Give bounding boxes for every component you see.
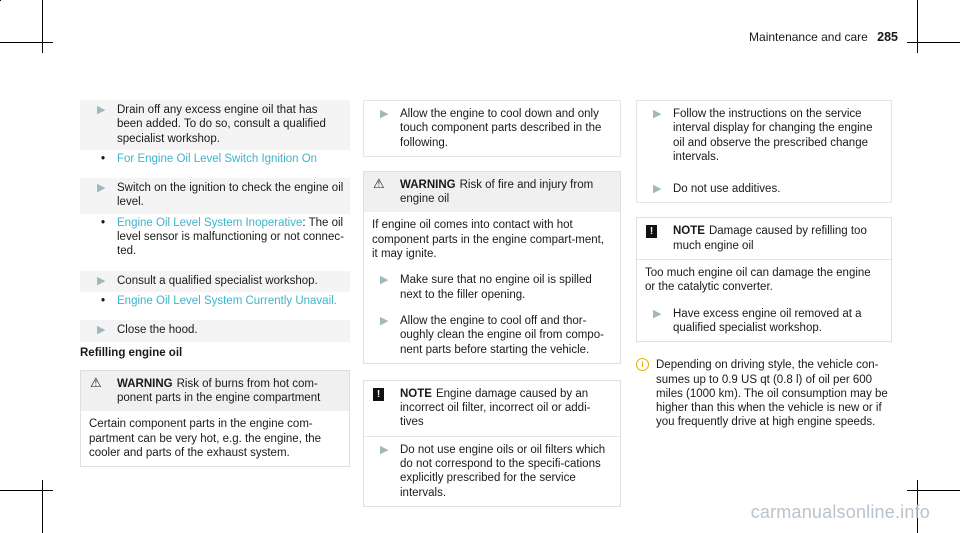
- instruction-step: ▶ Allow the engine to cool down and only touch component parts described in the following.: [363, 100, 621, 157]
- note-body: Too much engine oil can damage the engine or the catalytic converter.: [637, 259, 891, 301]
- crop-mark: [907, 42, 960, 43]
- notice-icon: !: [373, 386, 384, 401]
- warning-body: If engine oil comes into contact with hot component parts in the engine compart-ment, it may ignite.: [372, 219, 605, 261]
- bullet-icon: •: [101, 216, 106, 229]
- arrow-icon: ▶: [653, 108, 662, 120]
- display-message-link[interactable]: Engine Oil Level System Currently Unavail.: [117, 294, 337, 307]
- crop-mark: [0, 490, 53, 491]
- note-box: [636, 217, 892, 342]
- crop-mark: [42, 0, 43, 53]
- arrow-icon: ▶: [97, 104, 106, 116]
- section-heading: Refilling engine oil: [80, 346, 183, 359]
- instruction-step: ▶ Close the hood.: [80, 320, 350, 341]
- column-1: [80, 100, 350, 483]
- arrow-icon: ▶: [380, 314, 389, 327]
- instruction-step: ▶ Consult a qualified specialist workshop.: [80, 271, 350, 292]
- info-icon: i: [636, 358, 649, 371]
- arrow-icon: ▶: [380, 443, 389, 456]
- display-message-link[interactable]: Engine Oil Level System Inoperative: [117, 216, 303, 229]
- warning-header: ⚠ WARNING Risk of burns from hot com-ponent parts in the engine compartment: [81, 371, 349, 412]
- instruction-step: ▶ Do not use engine oils or oil filters which do not correspond to the specifi-cations explicitly prescribed for the service intervals.: [364, 436, 620, 506]
- crop-mark: [0, 0, 1, 1]
- note-box: [363, 380, 621, 507]
- column-3: [636, 100, 892, 430]
- warning-box: [363, 171, 621, 364]
- arrow-icon: ▶: [653, 307, 662, 320]
- page-header: [749, 30, 898, 44]
- note-header: ! NOTE Engine damage caused by an incorrect oil filter, incorrect oil or addi-tives: [364, 381, 620, 436]
- column-2: [363, 100, 621, 523]
- instruction-step: ▶ Do not use additives.: [636, 170, 892, 203]
- crop-mark: [917, 0, 918, 53]
- crop-mark: [907, 490, 960, 491]
- crop-mark: [0, 42, 53, 43]
- note-header: ! NOTE Damage caused by refilling too much engine oil: [637, 218, 891, 259]
- result-item: [80, 150, 350, 168]
- instruction-step: ▶ Switch on the ignition to check the engine oil level.: [80, 178, 350, 214]
- watermark: carmanualsonline.info: [750, 502, 930, 522]
- arrow-icon: ▶: [380, 274, 389, 287]
- instruction-step: ▶ Allow the engine to cool off and thor-oughly clean the engine oil from compo-nent parts before starting the vehicle.: [380, 314, 604, 356]
- instruction-step: ▶ Make sure that no engine oil is spilled next to the filler opening.: [380, 274, 592, 301]
- section-title: Maintenance and care: [749, 30, 868, 44]
- arrow-icon: ▶: [97, 324, 106, 337]
- instruction-step: ▶ Have excess engine oil removed at a qualified specialist workshop.: [653, 307, 862, 334]
- warning-header: ⚠ WARNING Risk of fire and injury from engine oil: [364, 172, 620, 213]
- page-number: 285: [877, 30, 898, 44]
- arrow-icon: ▶: [380, 108, 389, 120]
- bullet-icon: •: [101, 152, 106, 165]
- warning-box: [80, 370, 350, 467]
- bullet-icon: •: [101, 294, 106, 307]
- display-message-link[interactable]: For Engine Oil Level Switch Ignition On: [117, 152, 318, 165]
- warning-triangle-icon: ⚠: [90, 374, 102, 390]
- arrow-icon: ▶: [97, 274, 106, 287]
- instruction-step: ▶ Drain off any excess engine oil that has been added. To do so, consult a qualified specialist workshop.: [80, 100, 350, 150]
- result-item: [80, 292, 350, 310]
- arrow-icon: ▶: [653, 183, 662, 196]
- info-note: i Depending on driving style, the vehicle con-sumes up to 0.9 US qt (0.8 l) of oil per 600 miles (1000 km). The oil consumption may be higher than this when the vehicle is new or if you frequently drive at high engine speeds.: [636, 358, 892, 429]
- arrow-icon: ▶: [97, 182, 106, 195]
- instruction-step: ▶ Follow the instructions on the service interval display for changing the engine oil and observe the prescribed change intervals.: [636, 100, 892, 170]
- crop-mark: [42, 480, 43, 533]
- warning-body: Certain component parts in the engine com-partment can be very hot, e.g. the engine, the cooler and parts of the exhaust system.: [89, 418, 322, 460]
- notice-icon: !: [646, 223, 657, 238]
- warning-triangle-icon: ⚠: [373, 175, 385, 191]
- result-item: • Engine Oil Level System Inoperative: The oil level sensor is malfunctioning or not connec-ted.: [101, 216, 344, 258]
